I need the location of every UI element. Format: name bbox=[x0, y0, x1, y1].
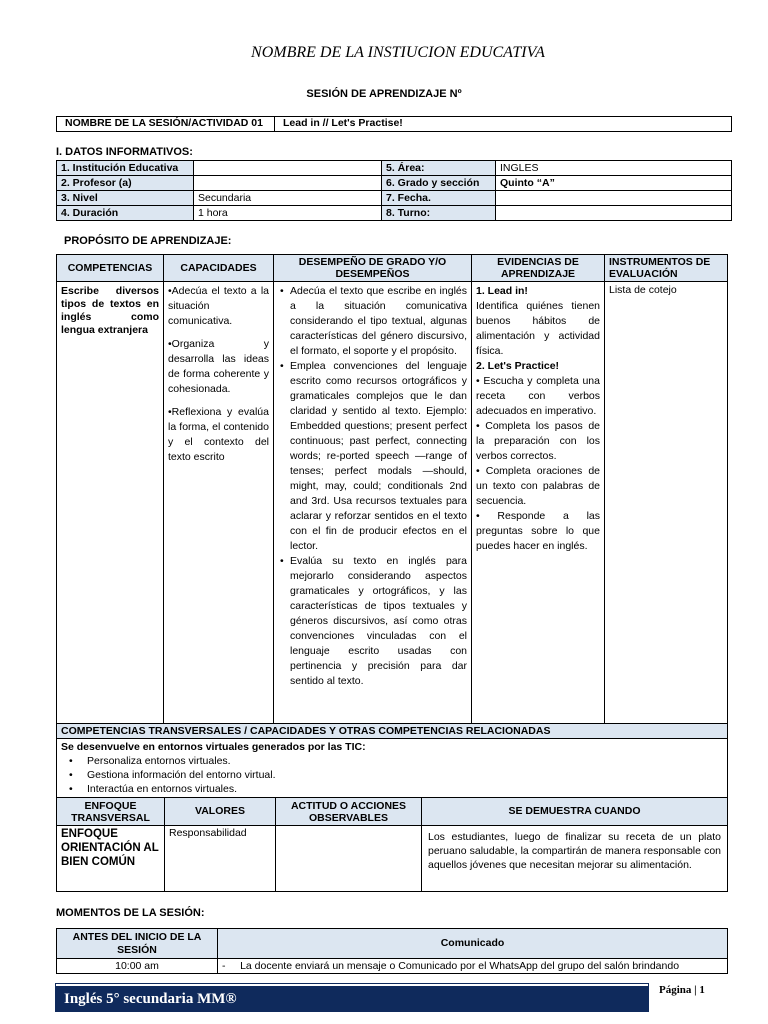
header-capacidades: CAPACIDADES bbox=[164, 255, 274, 282]
transversal-item: • Personaliza entornos virtuales. bbox=[67, 754, 723, 768]
enfoque-actitud bbox=[276, 826, 422, 892]
evidencia-item: • Responde a las preguntas sobre lo que puedes hacer en inglés. bbox=[476, 510, 600, 552]
session-title: SESIÓN DE APRENDIZAJE Nº bbox=[306, 88, 462, 100]
info-row bbox=[57, 161, 732, 176]
header-desempenos: DESEMPEÑO DE GRADO Y/O DESEMPEÑOS bbox=[274, 255, 472, 282]
session-name-table bbox=[56, 116, 732, 132]
desempeno-item: • Adecúa el texto que escribe en inglés a la situación comunicativa considerando el tipo textual, algunas características del género discursivo, el formato, el soporte y el propósito. bbox=[278, 284, 467, 359]
capacidad-item: •Reflexiona y evalúa la forma, el contenido y el contexto del texto escrito bbox=[168, 406, 269, 463]
info-label: 3. Nivel bbox=[57, 191, 194, 206]
info-value: INGLES bbox=[496, 161, 732, 176]
info-label: 6. Grado y sección bbox=[382, 176, 496, 191]
info-label: 5. Área: bbox=[382, 161, 496, 176]
info-row bbox=[57, 176, 732, 191]
info-label: 2. Profesor (a) bbox=[57, 176, 194, 191]
instrumento-cell: Lista de cotejo bbox=[605, 282, 728, 724]
evidencia-item: • Completa los pasos de la preparación con los verbos correctos. bbox=[476, 420, 600, 462]
info-value bbox=[496, 191, 732, 206]
session-name-label: NOMBRE DE LA SESIÓN/ACTIVIDAD 01 bbox=[57, 117, 275, 132]
evidencia-heading-2: 2. Let's Practice! bbox=[476, 360, 560, 372]
transversal-table bbox=[56, 723, 728, 798]
institution-title: NOMBRE DE LA INSTIUCION EDUCATIVA bbox=[251, 44, 545, 61]
evidencia-text-1: Identifica quiénes tienen buenos hábitos de alimentación y actividad física. bbox=[476, 300, 600, 357]
info-value: 1 hora bbox=[194, 206, 382, 221]
page-number: Página | 1 bbox=[659, 984, 705, 996]
momentos-time: 10:00 am bbox=[57, 959, 218, 974]
header-actitud: ACTITUD O ACCIONES OBSERVABLES bbox=[276, 798, 422, 826]
enfoque-cuando: Los estudiantes, luego de finalizar su receta de un plato peruano saludable, la compartirán de manera responsable con aquellos jóvenes que necesitan mejorar su alimentación. bbox=[422, 826, 728, 892]
momentos-heading: MOMENTOS DE LA SESIÓN: bbox=[56, 907, 205, 919]
evidencia-item: • Completa oraciones de un texto con palabras de secuencia. bbox=[476, 465, 600, 507]
info-row bbox=[57, 191, 732, 206]
info-row bbox=[57, 206, 732, 221]
info-value: Secundaria bbox=[194, 191, 382, 206]
footer-bar bbox=[56, 984, 648, 1011]
purpose-heading: PROPÓSITO DE APRENDIZAJE: bbox=[64, 235, 232, 247]
transversal-item: • Interactúa en entornos virtuales. bbox=[67, 782, 723, 796]
info-label: 1. Institución Educativa bbox=[57, 161, 194, 176]
momentos-header-comunicado: Comunicado bbox=[218, 929, 728, 959]
capacidad-item: •Organiza y desarrolla las ideas de forma coherente y cohesionada. bbox=[168, 338, 269, 395]
info-label: 8. Turno: bbox=[382, 206, 496, 221]
momentos-header-antes: ANTES DEL INICIO DE LA SESIÓN bbox=[57, 929, 218, 959]
evidencia-heading-1: 1. Lead in! bbox=[476, 285, 528, 297]
header-enfoque: ENFOQUE TRANSVERSAL bbox=[57, 798, 165, 826]
desempeno-item: • Evalúa su texto en inglés para mejorarlo considerando aspectos gramaticales y ortográficos, y las características de tipos textuales y géneros discursivos, así como otras convenciones vinculadas con el lenguaje escrito usadas con pertinencia y precisión para dar sentido al texto. bbox=[278, 554, 467, 689]
transversal-content bbox=[57, 739, 728, 798]
enfoque-table bbox=[56, 797, 728, 892]
header-evidencias: EVIDENCIAS DE APRENDIZAJE bbox=[472, 255, 605, 282]
info-value bbox=[496, 206, 732, 221]
header-instrumentos: INSTRUMENTOS DE EVALUACIÓN bbox=[605, 255, 728, 282]
session-name-value: Lead in // Let's Practise! bbox=[275, 117, 732, 132]
info-value bbox=[194, 176, 382, 191]
competencia-cell: Escribe diversos tipos de textos en inglés como lengua extranjera bbox=[57, 282, 164, 724]
enfoque-name: ENFOQUE ORIENTACIÓN AL BIEN COMÚN bbox=[57, 826, 165, 892]
footer-title: Inglés 5° secundaria MM® bbox=[64, 991, 237, 1007]
info-value bbox=[194, 161, 382, 176]
header-valores: VALORES bbox=[165, 798, 276, 826]
transversal-title: Se desenvuelve en entornos virtuales generados por las TIC: bbox=[61, 741, 366, 753]
section1-heading: I. DATOS INFORMATIVOS: bbox=[56, 146, 193, 158]
capacidades-cell bbox=[164, 282, 274, 724]
info-label: 4. Duración bbox=[57, 206, 194, 221]
purpose-table bbox=[56, 254, 728, 724]
header-se-demuestra: SE DEMUESTRA CUANDO bbox=[422, 798, 728, 826]
info-label: 7. Fecha. bbox=[382, 191, 496, 206]
desempeno-item: • Emplea convenciones del lenguaje escrito como recursos ortográficos y gramaticales complejos que le dan claridad y sentido al texto. Ejemplo: Embedded questions; present perfect continuous; past perfect, connecting words; re-ported speech —range of tenses; perfect modals —should, might, may, could; conditionals 2nd and 3rd. Usa recursos textuales para aclarar y reforzar sentidos en el texto con el fin de producir efectos en el lector. bbox=[278, 359, 467, 554]
capacidad-item: •Adecúa el texto a la situación comunicativa. bbox=[168, 285, 269, 327]
enfoque-valor: Responsabilidad bbox=[165, 826, 276, 892]
info-table bbox=[56, 160, 732, 221]
transversal-header: COMPETENCIAS TRANSVERSALES / CAPACIDADES Y OTRAS COMPETENCIAS RELACIONADAS bbox=[57, 724, 728, 739]
transversal-item: • Gestiona información del entorno virtual. bbox=[67, 768, 723, 782]
info-value: Quinto “A” bbox=[496, 176, 732, 191]
desempenos-cell bbox=[274, 282, 472, 724]
header-competencias: COMPETENCIAS bbox=[57, 255, 164, 282]
evidencia-item: • Escucha y completa una receta con verbos adecuados en imperativo. bbox=[476, 375, 600, 417]
evidencias-cell bbox=[472, 282, 605, 724]
momentos-text: - La docente enviará un mensaje o Comunicado por el WhatsApp del grupo del salón brindando bbox=[218, 959, 728, 974]
momentos-table bbox=[56, 928, 728, 974]
